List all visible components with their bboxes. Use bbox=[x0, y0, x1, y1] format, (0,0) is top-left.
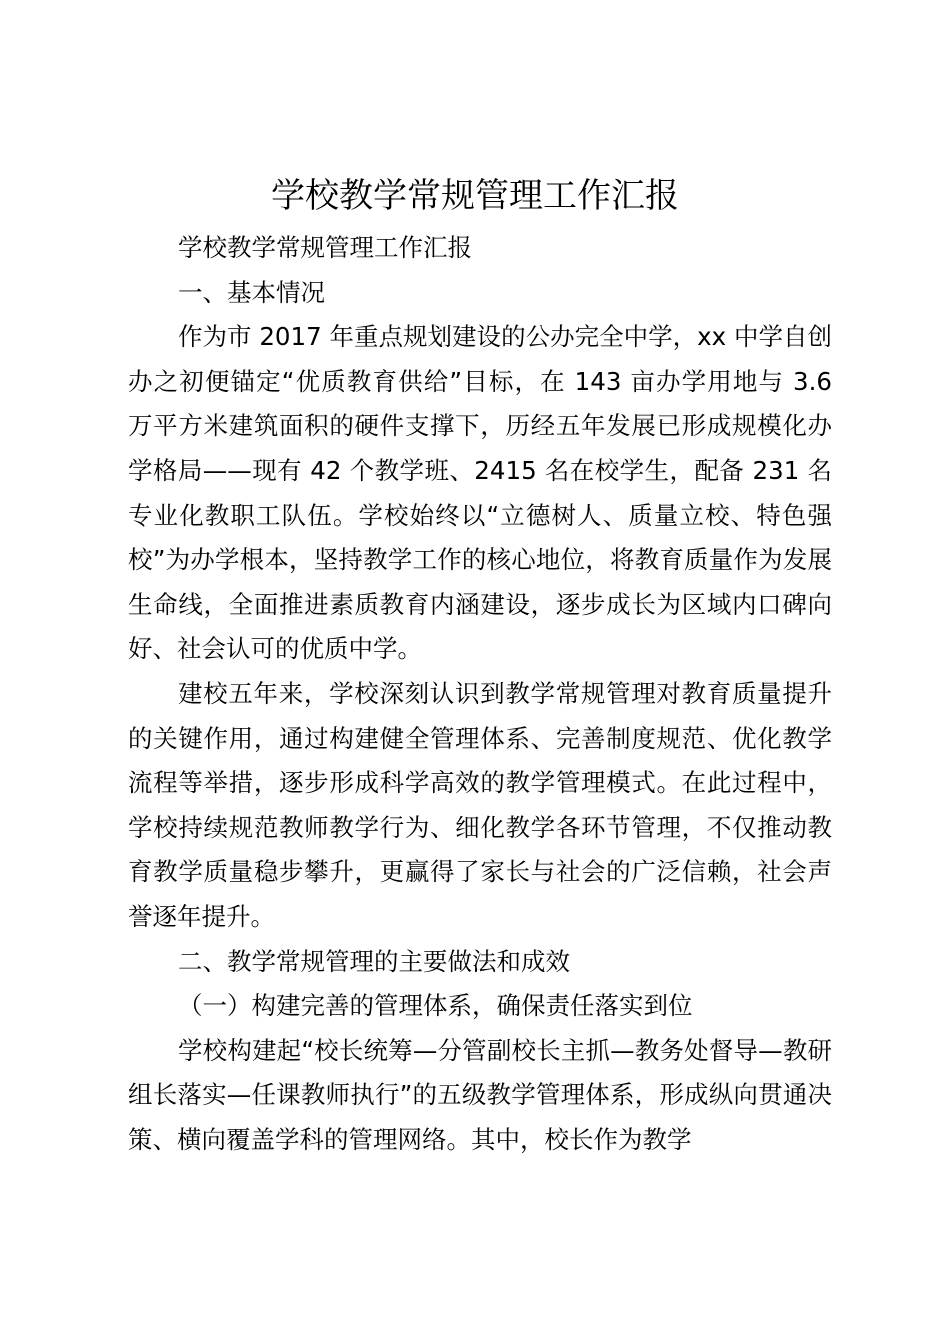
document-body bbox=[128, 226, 832, 1162]
paragraph-management-system: 学校构建起“校长统筹—分管副校长主抓—教务处督导—教研组长落实—任课教师执行”的五级教学管理体系，形成纵向贯通决策、横向覆盖学科的管理网络。其中，校长作为教学 bbox=[128, 1035, 832, 1154]
section-heading-practices: 二、教学常规管理的主要做法和成效 bbox=[178, 946, 570, 976]
paragraph-basic-info: 作为市 2017 年重点规划建设的公办完全中学，xx 中学自创办之初便锚定“优质教育供给”目标，在 143 亩办学用地与 3.6 万平方米建筑面积的硬件支撑下，历经五年发展已形成规模化办学格局——现有 42 个教学班、2415 名在校学生，配备 231 名专业化教职工队伍。学校始终以“立德树人、质量立校、特色强校”为办学根本，坚持教学工作的核心地位，将教育质量作为发展生命线，全面推进素质教育内涵建设，逐步成长为区域内口碑向好、社会认可的优质中学。 bbox=[128, 322, 832, 664]
subsection-heading-system: （一）构建完善的管理体系，确保责任落实到位 bbox=[178, 991, 693, 1021]
subtitle-paragraph: 学校教学常规管理工作汇报 bbox=[178, 233, 472, 262]
section-heading-basic: 一、基本情况 bbox=[178, 277, 325, 307]
document-title: 学校教学常规管理工作汇报 bbox=[271, 176, 679, 216]
paragraph-five-years: 建校五年来，学校深刻认识到教学常规管理对教育质量提升的关键作用，通过构建健全管理体系、完善制度规范、优化教学流程等举措，逐步形成科学高效的教学管理模式。在此过程中，学校持续规范教师教学行为、细化教学各环节管理，不仅推动教育教学质量稳步攀升，更赢得了家长与社会的广泛信赖，社会声誉逐年提升。 bbox=[128, 678, 832, 931]
